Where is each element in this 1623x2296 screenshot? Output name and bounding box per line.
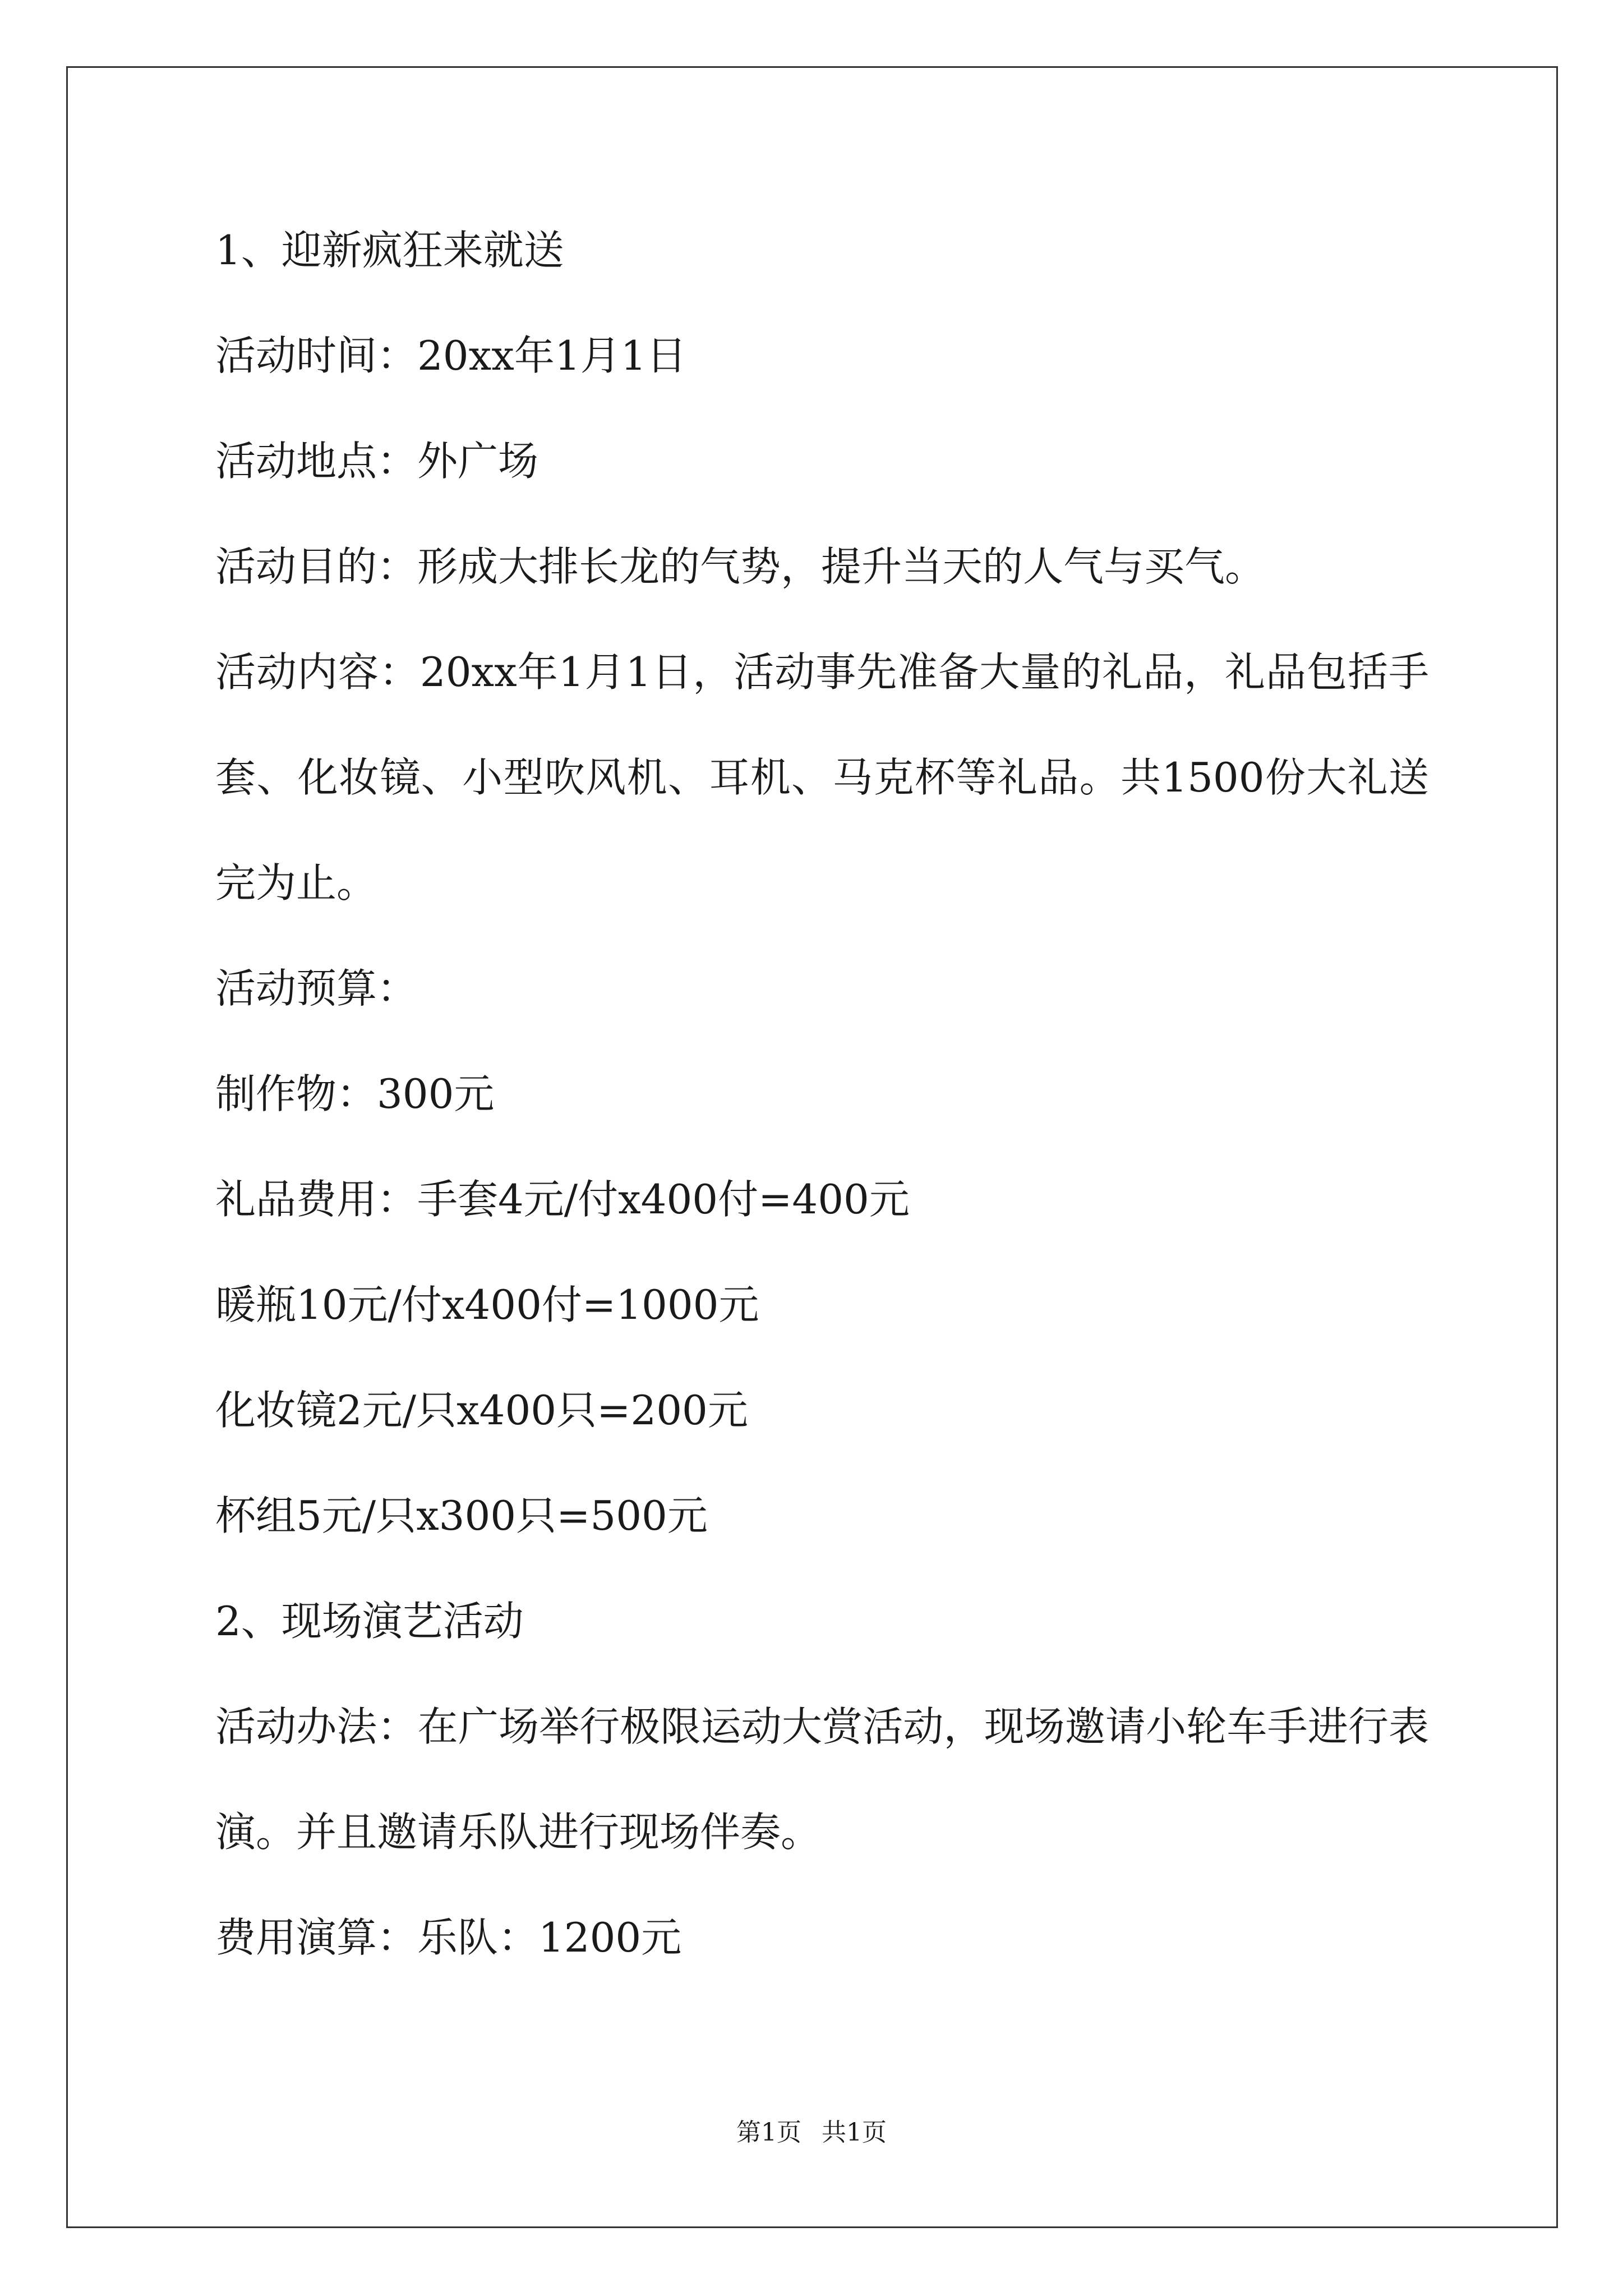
paragraph-gift-cost: 礼品费用：手套4元/付x400付=400元 bbox=[215, 1176, 910, 1223]
paragraph-activity-purpose: 活动目的：形成大排长龙的气势，提升当天的人气与买气。 bbox=[215, 543, 1266, 590]
paragraph-activity-method: 活动办法：在广场举行极限运动大赏活动，现场邀请小轮车手进行表演。并且邀请乐队进行现场伴奏。 bbox=[215, 1703, 1429, 1856]
page-number-current: 第1页 bbox=[736, 2118, 801, 2147]
paragraph-activity-time: 活动时间：20xx年1月1日 bbox=[215, 332, 687, 379]
page-footer bbox=[0, 2116, 1623, 2150]
paragraph-activity-content: 活动内容：20xx年1月1日，活动事先准备大量的礼品，礼品包括手套、化妆镜、小型吹风机、耳机、马克杯等礼品。共1500份大礼送完为止。 bbox=[215, 648, 1429, 907]
paragraph-production: 制作物：300元 bbox=[215, 1070, 495, 1117]
heading-2: 2、现场演艺活动 bbox=[215, 1598, 524, 1645]
paragraph-cup-set: 杯组5元/只x300只=500元 bbox=[215, 1492, 708, 1539]
page-number-total: 共1页 bbox=[822, 2118, 887, 2147]
paragraph-mirror: 化妆镜2元/只x400只=200元 bbox=[215, 1387, 748, 1434]
paragraph-budget: 活动预算： bbox=[215, 965, 418, 1012]
paragraph-activity-location: 活动地点：外广场 bbox=[215, 438, 539, 485]
heading-1: 1、迎新疯狂来就送 bbox=[215, 227, 564, 274]
paragraph-cost-estimate: 费用演算：乐队：1200元 bbox=[215, 1914, 682, 1961]
paragraph-thermos: 暖瓶10元/付x400付=1000元 bbox=[215, 1281, 759, 1328]
